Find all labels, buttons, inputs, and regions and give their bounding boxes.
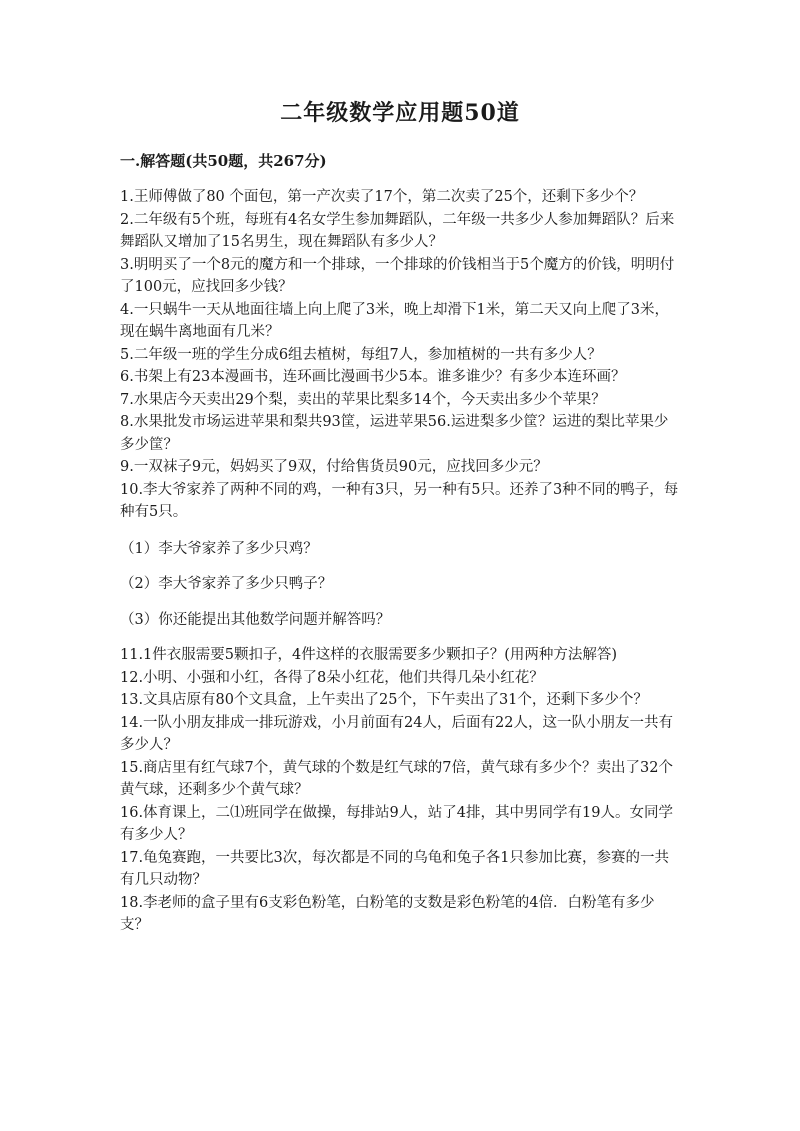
question-item: 12.小明、小强和小红，各得了8朵小红花，他们共得几朵小红花？ (120, 669, 544, 686)
question-item: 11.1件衣服需要5颗扣子，4件这样的衣服需要多少颗扣子？(用两种方法解答) (120, 647, 618, 663)
question-item: 14.一队小朋友排成一排玩游戏，小月前面有24人，后面有22人，这一队小朋友一共有多少人？ (120, 714, 673, 753)
question-item: 7.水果店今天卖出29个梨，卖出的苹果比梨多14个，今天卖出多少个苹果？ (120, 391, 606, 408)
question-item: 5.二年级一班的学生分成6组去植树，每组7人，参加植树的一共有多少人？ (120, 346, 602, 363)
question-item: 2.二年级有5个班，每班有4名女学生参加舞蹈队，二年级一共多少人参加舞蹈队？后来舞蹈队又增加了15名男生，现在舞蹈队有多少人？ (120, 211, 675, 250)
question-item: 8.水果批发市场运进苹果和梨共93筐，运进苹果56.运进梨多少筐？运进的梨比苹果少多少筐？ (120, 414, 669, 453)
question-item: 9.一双袜子9元，妈妈买了9双，付给售货员90元，应找回多少元？ (120, 459, 548, 475)
section-heading: 一.解答题(共50题，共267分) (120, 152, 327, 170)
question-item: 17.龟兔赛跑，一共要比3次，每次都是不同的乌龟和兔子各1只参加比赛，参赛的一共有几只动物？ (120, 849, 670, 888)
subquestion-item: （3）你还能提出其他数学问题并解答吗？ (120, 611, 391, 628)
question-list (120, 186, 680, 937)
question-item: 13.文具店原有80个文具盒，上午卖出了25个，下午卖出了31个，还剩下多少个？ (120, 692, 648, 708)
question-item: 1.王师傅做了80 个面包，第一产次卖了17个，第二次卖了25个，还剩下多少个？ (120, 189, 644, 205)
question-item: 10.李大爷家养了两种不同的鸡，一种有3只，另一种有5只。还养了3种不同的鸭子，每种有5只。 (120, 481, 679, 520)
page-title: 二年级数学应用题50道 (280, 100, 520, 126)
question-item: 15.商店里有红气球7个，黄气球的个数是红气球的7倍，黄气球有多少个？卖出了32个黄气球，还剩多少个黄气球？ (120, 759, 673, 798)
question-item: 4.一只蜗牛一天从地面往墙上向上爬了3米，晚上却滑下1米，第二天又向上爬了3米，现在蜗牛离地面有几米？ (120, 301, 670, 340)
question-item: 16.体育课上，二⑴班同学在做操，每排站9人，站了4排，其中男同学有19人。女同学有多少人？ (120, 804, 673, 843)
question-item: 3.明明买了一个8元的魔方和一个排球，一个排球的价钱相当于5个魔方的价钱，明明付了100元，应找回多少钱？ (120, 256, 675, 295)
subquestion-item: （1）李大爷家养了多少只鸡？ (120, 540, 318, 557)
subquestion-item: （2）李大爷家养了多少只鸭子？ (120, 576, 333, 592)
question-item: 6.书架上有23本漫画书，连环画比漫画书少5本。谁多谁少？有多少本连环画？ (120, 369, 626, 385)
question-item: 18.李老师的盒子里有6支彩色粉笔，白粉笔的支数是彩色粉笔的4倍．白粉笔有多少支？ (120, 894, 655, 933)
